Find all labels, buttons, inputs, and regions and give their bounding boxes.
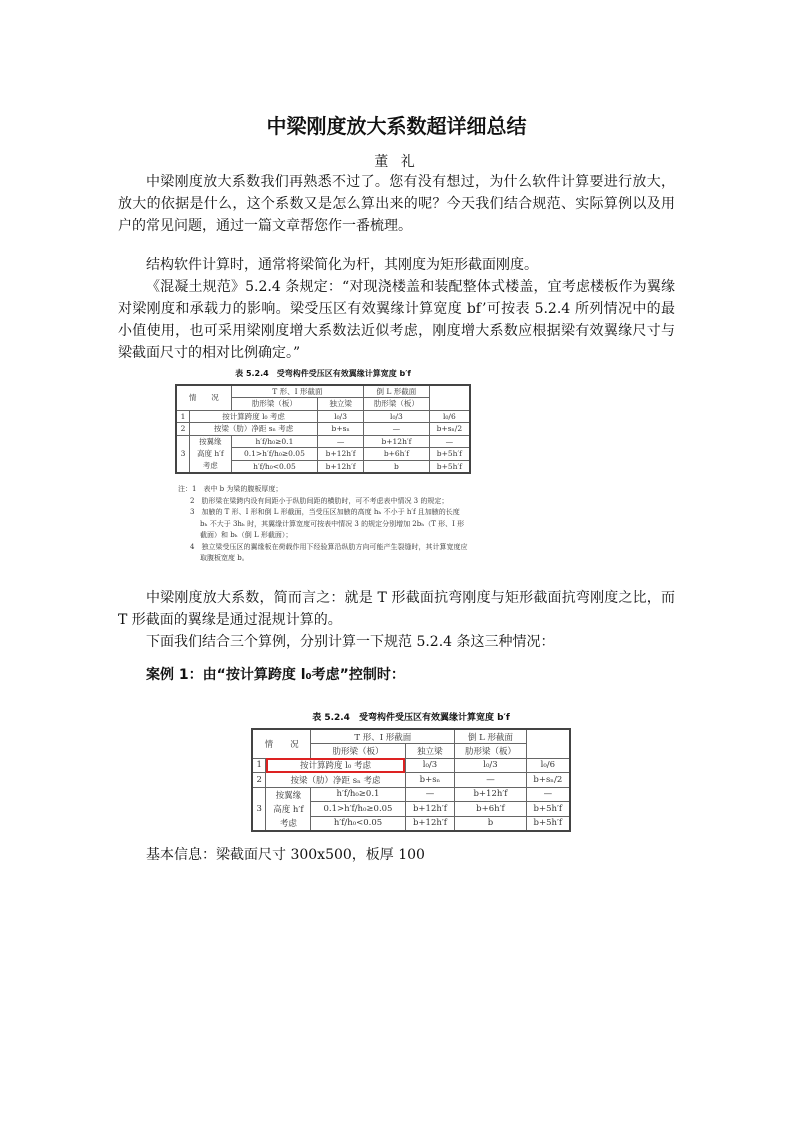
table-cell: l₀/3 [405, 758, 455, 773]
table-cell: b+12h′f [364, 435, 430, 448]
table-cell: 按计算跨度 l₀ 考虑 [266, 758, 405, 773]
table-cell: b+6h′f [455, 802, 526, 817]
table-note: 4 独立梁受压区的翼缘板在荷载作用下经验算沿纵肋方向可能产生裂缝时，其计算宽度应取腹板宽度 b。 [190, 542, 468, 562]
table-cell: b+12h′f [318, 460, 364, 473]
table-cell: 0.1>h′f/h₀≥0.05 [231, 448, 318, 461]
table-cell: 3 [252, 787, 266, 831]
table-cell: — [405, 787, 455, 802]
table-cell: h′f/h₀≥0.1 [311, 787, 405, 802]
table-cell: 3 [176, 435, 190, 473]
table-cell: b+sₙ/2 [429, 423, 470, 436]
table-cell: 2 [176, 423, 190, 436]
table-cell: b+5h′f [526, 802, 570, 817]
paragraph-2: 结构软件计算时，通常将梁简化为杆，其刚度为矩形截面刚度。 [146, 257, 538, 273]
case-1-heading: 案例 1：由“按计算跨度 l₀考虑”控制时： [146, 667, 405, 683]
table-cell: — [455, 773, 526, 788]
table-cell: — [364, 423, 430, 436]
table-cell: l₀/6 [526, 758, 570, 773]
table-cell: 考虑 [266, 816, 311, 831]
paragraph-5: 下面我们结合三个算例，分别计算一下规范 5.2.4 条这三种情况： [146, 634, 555, 650]
table-notes [178, 484, 468, 565]
table-cell: 肋形梁（板） [311, 744, 405, 759]
paragraph-basic-info: 基本信息：梁截面尺寸 300x500，板厚 100 [146, 847, 425, 863]
table-note: 3 加腋的 T 形、I 形和倒 L 形截面，当受压区加腋的高度 hₕ 不小于 h′f 且加腋的长度 bₕ 不大于 3hₕ 时，其翼缘计算宽度可按表中情况 3 的规定分别增加 2bₕ（T 形、I 形截面）和 bₕ（倒 L 形截面）； [190, 508, 465, 539]
paragraph-3: 《混凝土规范》5.2.4 条规定：“对现浇楼盖和装配整体式楼盖，宜考虑楼板作为翼缘对梁刚度和承载力的影响。梁受压区有效翼缘计算宽度 bf’可按表 5.2.4 所列情况中的最小值使用，也可采用梁刚度增大系数法近似考虑，刚度增大系数应根据梁有效翼缘尺寸与梁截面尺寸的相对比例确定。” [118, 279, 675, 361]
table-cell: 按梁（肋）净距 sₙ 考虑 [266, 773, 405, 788]
table-cell: 考虑 [190, 460, 232, 473]
table-cell: T 形、I 形截面 [231, 385, 363, 398]
table-cell: 1 [176, 410, 190, 423]
spec-table [175, 384, 471, 474]
author: 董 礼 [374, 154, 419, 170]
table-cell: b+sₙ/2 [526, 773, 570, 788]
table-note: 注：1 表中 b 为梁的腹板厚度； [178, 485, 283, 493]
paragraph-4: 中梁刚度放大系数，简而言之：就是 T 形截面抗弯刚度与矩形截面抗弯刚度之比，而 T 形截面的翼缘是通过混规计算的。 [118, 590, 675, 628]
table-cell: h′f/h₀<0.05 [231, 460, 318, 473]
table-cell: 独立梁 [405, 744, 455, 759]
table-cell: 肋形梁（板） [231, 398, 318, 411]
table-cell: 倒 L 形截面 [455, 729, 526, 744]
document-title: 中梁刚度放大系数超详细总结 [266, 114, 527, 138]
table-cell: T 形、I 形截面 [311, 729, 455, 744]
table-cell: 肋形梁（板） [455, 744, 526, 759]
table-cell: — [526, 787, 570, 802]
table-cell: 高度 h′f [190, 448, 232, 461]
table-cell: h′f/h₀<0.05 [311, 816, 405, 831]
table-cell: l₀/3 [455, 758, 526, 773]
table-cell: l₀/6 [429, 410, 470, 423]
table-cell: b [455, 816, 526, 831]
table-cell: 倒 L 形截面 [364, 385, 430, 398]
table-cell: b+5h′f [429, 448, 470, 461]
table-cell: b+12h′f [318, 448, 364, 461]
table-cell: b+5h′f [526, 816, 570, 831]
table-cell: — [429, 435, 470, 448]
table-cell: b+5h′f [429, 460, 470, 473]
table-cell: 独立梁 [318, 398, 364, 411]
paragraph-intro: 中梁刚度放大系数我们再熟悉不过了。您有没有想过，为什么软件计算要进行放大，放大的依据是什么，这个系数又是怎么算出来的呢？今天我们结合规范、实际算例以及用户的常见问题，通过一篇文章帮您作一番梳理。 [118, 174, 675, 234]
table-cell: b+6h′f [364, 448, 430, 461]
table-cell: 高度 h′f [266, 802, 311, 817]
table-cell: 0.1>h′f/h₀≥0.05 [311, 802, 405, 817]
table-caption: 表 5.2.4 受弯构件受压区有效翼缘计算宽度 b′f [235, 369, 411, 378]
table-cell: 2 [252, 773, 266, 788]
table-cell: 情 况 [176, 385, 231, 410]
table-cell: 1 [252, 758, 266, 773]
table-figure-2 [251, 710, 571, 832]
table-cell: 情 况 [252, 729, 311, 758]
table-cell: 按计算跨度 l₀ 考虑 [190, 410, 318, 423]
table-cell: b+12h′f [405, 802, 455, 817]
spec-table [251, 728, 571, 832]
table-cell: l₀/3 [318, 410, 364, 423]
table-cell: 肋形梁（板） [364, 398, 430, 411]
table-cell: — [318, 435, 364, 448]
table-cell: 按翼缘 [190, 435, 232, 448]
table-cell: b+sₙ [318, 423, 364, 436]
table-caption: 表 5.2.4 受弯构件受压区有效翼缘计算宽度 b′f [312, 713, 510, 723]
table-figure-1 [175, 368, 471, 474]
table-cell: h′f/h₀≥0.1 [231, 435, 318, 448]
table-cell: b+sₙ [405, 773, 455, 788]
table-cell: 按翼缘 [266, 787, 311, 802]
table-cell: 按梁（肋）净距 sₙ 考虑 [190, 423, 318, 436]
table-cell: b+12h′f [455, 787, 526, 802]
table-note: 2 肋形梁在梁跨内设有间距小于纵肋间距的横肋时，可不考虑表中情况 3 的规定； [190, 496, 449, 505]
table-cell: b+12h′f [405, 816, 455, 831]
table-cell: l₀/3 [364, 410, 430, 423]
table-cell: b [364, 460, 430, 473]
